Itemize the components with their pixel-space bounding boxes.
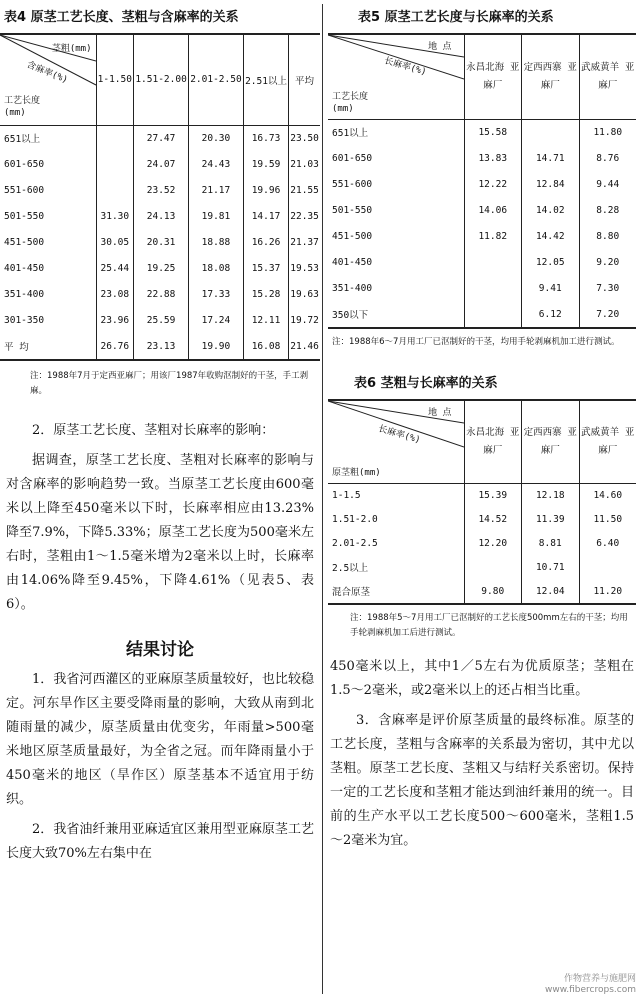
table4-row-label: 501-550 bbox=[4, 210, 45, 222]
table4-cell: 18.88 bbox=[189, 229, 244, 255]
table6-cell: 11.50 bbox=[579, 507, 636, 531]
table4-cell: 26.76 bbox=[96, 333, 134, 359]
table6-col-header: 永昌北海 亚麻厂 bbox=[464, 401, 522, 483]
table5-cell: 8.76 bbox=[579, 145, 636, 171]
table5-corner-header bbox=[328, 35, 464, 119]
section-title: 结果讨论 bbox=[126, 640, 194, 660]
table4-col-header: 1.51-2.00 bbox=[134, 35, 189, 125]
table5-cell: 11.80 bbox=[579, 119, 636, 145]
table4-cell: 23.52 bbox=[134, 177, 189, 203]
table5-row-label: 351-400 bbox=[332, 282, 373, 294]
table4-cell: 24.07 bbox=[134, 151, 189, 177]
table4-col-header: 1-1.50 bbox=[96, 35, 134, 125]
table5-row-label: 551-600 bbox=[332, 178, 373, 190]
table5-cell bbox=[522, 119, 580, 145]
table4-row-label: 401-450 bbox=[4, 262, 45, 274]
discussion-3: 3．含麻率是评价原茎质量的最终标准。原茎的工艺长度，茎粗与含麻率的关系最为密切，其中尤以茎粗。原茎工艺长度、茎粗又与结籽关系密切。保持一定的工艺长度和茎粗才能达到油纤兼用的统一。目前的生产水平以工艺长度500～600毫米，茎粗1.5～2毫米为宜。 bbox=[330, 713, 634, 848]
table4-col-header: 平均 bbox=[289, 35, 320, 125]
table6-hdr-place: 地 点 bbox=[428, 408, 452, 418]
table4-cell: 19.59 bbox=[243, 151, 288, 177]
table4-row-label: 351-400 bbox=[4, 288, 45, 300]
table5-row bbox=[328, 145, 636, 171]
table5-cell: 7.30 bbox=[579, 275, 636, 301]
table5-row-label: 451-500 bbox=[332, 230, 373, 242]
table4-cell: 25.59 bbox=[134, 307, 189, 333]
table4-cell: 21.17 bbox=[189, 177, 244, 203]
table6-row-label: 2.5以上 bbox=[332, 563, 369, 574]
table6-title: 表6 茎粗与长麻率的关系 bbox=[354, 376, 498, 391]
table5-col-header: 武威黄羊 亚麻厂 bbox=[579, 35, 636, 119]
table5-row bbox=[328, 249, 636, 275]
table5-row bbox=[328, 275, 636, 301]
table5-hdr-rate: 长麻率(%) bbox=[383, 56, 428, 78]
table6-cell: 14.60 bbox=[579, 483, 636, 507]
table4-cell: 16.26 bbox=[243, 229, 288, 255]
table5-cell: 9.20 bbox=[579, 249, 636, 275]
table5-col-header: 永昌北海 亚麻厂 bbox=[464, 35, 522, 119]
table4-hdr-stem: 茎粗(mm) bbox=[51, 44, 92, 54]
table4-row bbox=[0, 125, 320, 151]
table6-cell: 8.81 bbox=[522, 531, 580, 555]
table4-cell: 23.96 bbox=[96, 307, 134, 333]
table6-row-label: 2.01-2.5 bbox=[332, 537, 378, 549]
table4-cell: 16.73 bbox=[243, 125, 288, 151]
table5-row bbox=[328, 301, 636, 327]
table6-cell: 12.20 bbox=[464, 531, 522, 555]
table4-row bbox=[0, 307, 320, 333]
table6-cell: 11.20 bbox=[579, 579, 636, 603]
table4-cell: 30.05 bbox=[96, 229, 134, 255]
table5-row bbox=[328, 171, 636, 197]
table5-cell: 13.83 bbox=[464, 145, 522, 171]
table5-cell: 12.22 bbox=[464, 171, 522, 197]
table4-cell: 15.28 bbox=[243, 281, 288, 307]
table4-cell: 19.81 bbox=[189, 203, 244, 229]
table4-cell: 27.47 bbox=[134, 125, 189, 151]
table4-cell: 24.43 bbox=[189, 151, 244, 177]
table6-corner-header bbox=[328, 401, 464, 483]
table4-cell: 18.08 bbox=[189, 255, 244, 281]
table4-row-label: 601-650 bbox=[4, 158, 45, 170]
table5-row-label: 350以下 bbox=[332, 310, 369, 321]
table6-note: 注：1988年5～7月用工厂已沤制好的工艺长度500mm左右的干茎；均用手轮剥麻机加工后进行测试。 bbox=[350, 613, 628, 638]
table5-row bbox=[328, 197, 636, 223]
right-column bbox=[328, 0, 636, 853]
table5-note: 注：1988年6～7月用工厂已沤制好的干茎，均用手轮剥麻机加工进行测试。 bbox=[332, 337, 620, 347]
table4-cell: 31.30 bbox=[96, 203, 134, 229]
table5-row-label: 601-650 bbox=[332, 152, 373, 164]
body-paragraph: 据调查，原茎工艺长度、茎粗对长麻率的影响与对含麻率的影响趋势一致。当原茎工艺长度由600毫米以上降至450毫米以下时，长麻率相应由13.23%降至7.9%，下降5.33%；原茎工艺长度为500毫米左右时，茎粗由1～1.5毫米增为2毫米以上时，长麻率由14.06%降至9.45%，下降4.61%（见表5、表6）。 bbox=[6, 453, 314, 612]
table6-cell bbox=[464, 555, 522, 579]
table4-cell: 17.24 bbox=[189, 307, 244, 333]
table4-cell: 14.17 bbox=[243, 203, 288, 229]
table6-col-header: 定西西寨 亚麻厂 bbox=[522, 401, 580, 483]
table6-col-header: 武威黄羊 亚麻厂 bbox=[579, 401, 636, 483]
table5-row-label: 401-450 bbox=[332, 256, 373, 268]
discussion-2: 2．我省油纤兼用亚麻适宜区兼用型亚麻原茎工艺长度大致70%左右集中在 bbox=[6, 822, 314, 861]
table4-row bbox=[0, 151, 320, 177]
table4-note: 注：1988年7月于定西亚麻厂；用该厂1987年收购沤制好的干茎，手工剥麻。 bbox=[30, 371, 309, 396]
table4-hdr-rate: 含麻率(%) bbox=[25, 60, 70, 86]
table4-cell: 17.33 bbox=[189, 281, 244, 307]
table4-col-header: 2.01-2.50 bbox=[189, 35, 244, 125]
table4-col-header: 2.51以上 bbox=[243, 35, 288, 125]
table5-cell: 15.58 bbox=[464, 119, 522, 145]
table6-cell: 9.80 bbox=[464, 579, 522, 603]
table5-cell: 6.12 bbox=[522, 301, 580, 327]
table4-cell: 22.88 bbox=[134, 281, 189, 307]
table4-cell bbox=[96, 151, 134, 177]
table5 bbox=[328, 33, 636, 329]
table4-cell: 23.50 bbox=[289, 125, 320, 151]
table6-cell: 12.18 bbox=[522, 483, 580, 507]
table4-cell: 23.13 bbox=[134, 333, 189, 359]
table4-cell: 25.44 bbox=[96, 255, 134, 281]
table4-cell bbox=[96, 125, 134, 151]
table4-corner-header bbox=[0, 35, 96, 125]
column-divider bbox=[322, 4, 323, 994]
table5-cell: 14.06 bbox=[464, 197, 522, 223]
table4-cell: 19.72 bbox=[289, 307, 320, 333]
table5-title: 表5 原茎工艺长度与长麻率的关系 bbox=[358, 10, 554, 25]
left-column bbox=[0, 0, 320, 866]
table4-cell: 20.30 bbox=[189, 125, 244, 151]
table5-hdr-len: 工艺长度(mm) bbox=[332, 91, 369, 114]
table4-cell: 19.53 bbox=[289, 255, 320, 281]
table5-cell: 14.02 bbox=[522, 197, 580, 223]
table4-cell: 23.08 bbox=[96, 281, 134, 307]
table6-hdr-rate: 长麻率(%) bbox=[377, 424, 422, 446]
table5-cell: 12.84 bbox=[522, 171, 580, 197]
table4-row bbox=[0, 255, 320, 281]
table5-cell: 14.42 bbox=[522, 223, 580, 249]
discussion-2-continued: 450毫米以上，其中1／5左右为优质原茎；茎粗在1.5～2毫米，或2毫米以上的还占相当比重。 bbox=[330, 659, 634, 698]
table5-cell: 9.41 bbox=[522, 275, 580, 301]
table5-cell: 7.20 bbox=[579, 301, 636, 327]
table5-cell bbox=[464, 301, 522, 327]
table6-row bbox=[328, 579, 636, 603]
table5-col-header: 定西西寨 亚麻厂 bbox=[522, 35, 580, 119]
table4-cell: 19.90 bbox=[189, 333, 244, 359]
table4-hdr-len: 工艺长度(mm) bbox=[4, 95, 41, 118]
table4-row bbox=[0, 333, 320, 359]
table4-row-label: 651以上 bbox=[4, 134, 41, 146]
table5-row bbox=[328, 223, 636, 249]
table5-cell: 8.80 bbox=[579, 223, 636, 249]
table4-cell: 24.13 bbox=[134, 203, 189, 229]
table4-cell: 22.35 bbox=[289, 203, 320, 229]
table5-row bbox=[328, 119, 636, 145]
table4-cell: 20.31 bbox=[134, 229, 189, 255]
table5-cell: 11.82 bbox=[464, 223, 522, 249]
table4-cell: 15.37 bbox=[243, 255, 288, 281]
table6-row-label: 1.51-2.0 bbox=[332, 513, 378, 525]
table6-row-label: 1-1.5 bbox=[332, 489, 361, 501]
table4-cell: 16.08 bbox=[243, 333, 288, 359]
table6-cell: 6.40 bbox=[579, 531, 636, 555]
site-watermark: 作物营养与施肥网 www.fibercrops.com bbox=[545, 974, 636, 995]
table4-row-label: 551-600 bbox=[4, 184, 45, 196]
table5-cell bbox=[464, 275, 522, 301]
table4-cell: 19.25 bbox=[134, 255, 189, 281]
table4-cell: 21.03 bbox=[289, 151, 320, 177]
table4-row bbox=[0, 203, 320, 229]
table6-cell: 12.04 bbox=[522, 579, 580, 603]
table4-row-label: 451-500 bbox=[4, 236, 45, 248]
table4-row bbox=[0, 177, 320, 203]
table4-cell: 19.63 bbox=[289, 281, 320, 307]
table6-cell: 15.39 bbox=[464, 483, 522, 507]
table5-cell: 9.44 bbox=[579, 171, 636, 197]
table4 bbox=[0, 33, 320, 361]
table5-cell bbox=[464, 249, 522, 275]
table6-cell: 14.52 bbox=[464, 507, 522, 531]
table6 bbox=[328, 399, 636, 605]
table5-row-label: 651以上 bbox=[332, 128, 369, 140]
table4-row bbox=[0, 281, 320, 307]
table6-cell: 11.39 bbox=[522, 507, 580, 531]
table5-row-label: 501-550 bbox=[332, 204, 373, 216]
table6-row bbox=[328, 531, 636, 555]
discussion-1: 1．我省河西灌区的亚麻原茎质量较好，也比较稳定。河东旱作区主要受降雨量的影响，大致从南到北随雨量的减少，原茎质量由优变劣，年雨量>500毫米地区原茎质量最好，为全省之冠。而年降雨量小于450毫米的地区（旱作区）原茎基本不适宜用于纺织。 bbox=[6, 672, 314, 807]
table5-cell: 14.71 bbox=[522, 145, 580, 171]
table6-row-label: 混合原茎 bbox=[332, 587, 371, 598]
table6-row bbox=[328, 555, 636, 579]
table4-row-label: 301-350 bbox=[4, 314, 45, 326]
table6-hdr-stem: 原茎粗(mm) bbox=[332, 467, 381, 478]
table4-cell: 21.37 bbox=[289, 229, 320, 255]
table5-cell: 8.28 bbox=[579, 197, 636, 223]
table4-cell: 19.96 bbox=[243, 177, 288, 203]
table4-title: 表4 原茎工艺长度、茎粗与含麻率的关系 bbox=[4, 10, 239, 25]
table4-row bbox=[0, 229, 320, 255]
table6-row bbox=[328, 483, 636, 507]
table5-hdr-place: 地 点 bbox=[428, 42, 452, 52]
table4-cell bbox=[96, 177, 134, 203]
table4-cell: 21.55 bbox=[289, 177, 320, 203]
table5-cell: 12.05 bbox=[522, 249, 580, 275]
body-heading-2: 2．原茎工艺长度、茎粗对长麻率的影响： bbox=[32, 423, 275, 438]
table6-row bbox=[328, 507, 636, 531]
table6-cell bbox=[579, 555, 636, 579]
table4-row-label: 平 均 bbox=[4, 342, 29, 353]
table4-cell: 21.46 bbox=[289, 333, 320, 359]
table6-cell: 10.71 bbox=[522, 555, 580, 579]
table4-cell: 12.11 bbox=[243, 307, 288, 333]
